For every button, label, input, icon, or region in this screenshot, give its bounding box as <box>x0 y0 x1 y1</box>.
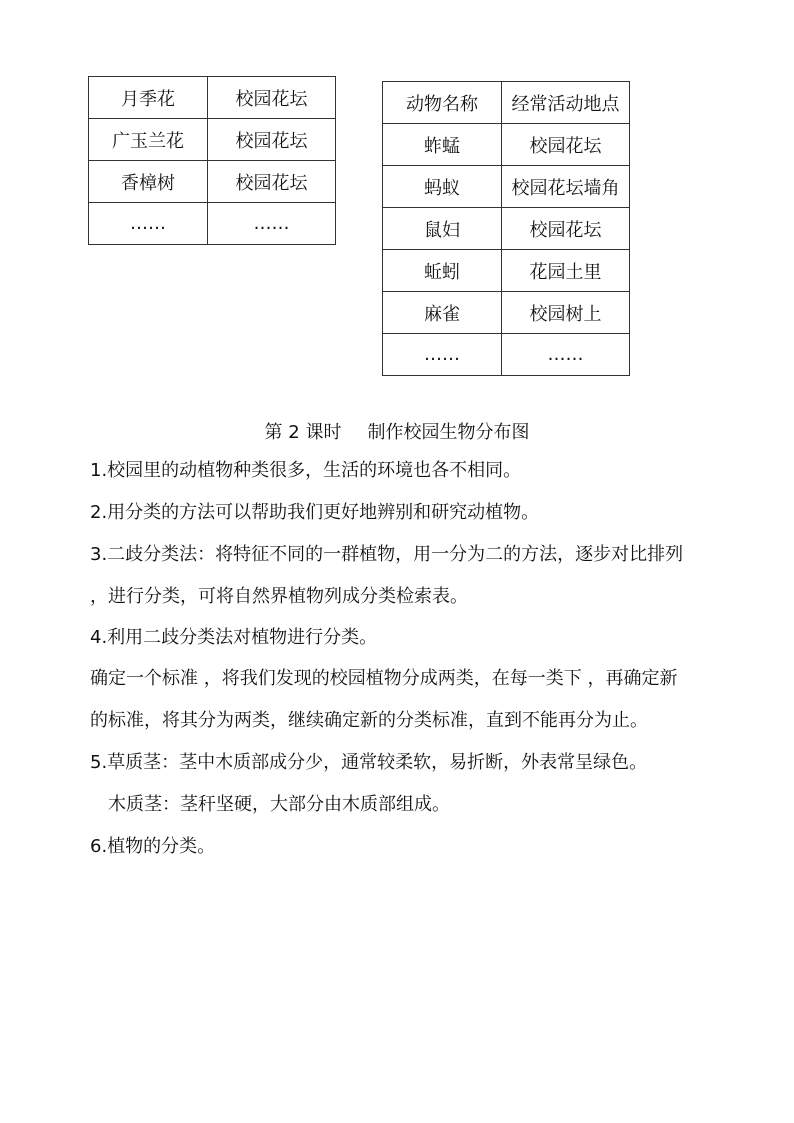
table-row <box>383 166 630 208</box>
table-header-row <box>383 82 630 124</box>
table-row <box>383 250 630 292</box>
animal-location-table <box>382 81 630 376</box>
paragraph-1: 1.校园里的动植物种类很多，生活的环境也各不相同。 <box>90 460 522 481</box>
plant-location-cell: 校园花坛 <box>208 119 336 161</box>
lesson-title <box>0 418 794 444</box>
paragraph-3: 3.二歧分类法：将特征不同的一群植物，用一分为二的方法，逐步对比排列 <box>90 544 684 565</box>
paragraph-4-detail: 确定一个标准 ，将我们发现的校园植物分成两类，在每一类下 ，再确定新 <box>90 668 678 689</box>
column-header-activity-location: 经常活动地点 <box>502 82 630 124</box>
paragraph-5: 5.草质茎：茎中木质部成分少，通常较柔软，易折断，外表常呈绿色。 <box>90 752 648 773</box>
plant-location-cell: 校园花坛 <box>208 77 336 119</box>
column-header-animal-name: 动物名称 <box>383 82 502 124</box>
animal-location-cell: 校园花坛墙角 <box>502 166 630 208</box>
animal-location-cell: 校园花坛 <box>502 124 630 166</box>
lesson-number: 第 2 课时 <box>264 422 342 443</box>
plant-name-cell: …… <box>89 203 208 245</box>
table-row <box>383 334 630 376</box>
plant-name-cell: 广玉兰花 <box>89 119 208 161</box>
animal-location-cell: 校园树上 <box>502 292 630 334</box>
table-row <box>89 203 336 245</box>
animal-location-cell: 花园土里 <box>502 250 630 292</box>
paragraph-4: 4.利用二歧分类法对植物进行分类。 <box>90 627 378 648</box>
table-row <box>383 292 630 334</box>
plant-name-cell: 月季花 <box>89 77 208 119</box>
table-row <box>383 208 630 250</box>
animal-location-cell: 校园花坛 <box>502 208 630 250</box>
animal-name-cell: 鼠妇 <box>383 208 502 250</box>
animal-name-cell: 麻雀 <box>383 292 502 334</box>
table-row <box>89 119 336 161</box>
plant-location-cell: …… <box>208 203 336 245</box>
animal-name-cell: …… <box>383 334 502 376</box>
paragraph-4-detail-continued: 的标准，将其分为两类，继续确定新的分类标准，直到不能再分为止。 <box>90 710 648 731</box>
plant-name-cell: 香樟树 <box>89 161 208 203</box>
paragraph-3-continued: ，进行分类，可将自然界植物列成分类检索表。 <box>90 586 468 607</box>
plant-location-table <box>88 76 336 245</box>
paragraph-6: 6.植物的分类。 <box>90 836 216 857</box>
paragraph-5-woody-stem: 木质茎：茎秆坚硬，大部分由木质部组成。 <box>108 794 450 815</box>
table-row <box>383 124 630 166</box>
animal-name-cell: 蚱蜢 <box>383 124 502 166</box>
table-row <box>89 161 336 203</box>
table-row <box>89 77 336 119</box>
animal-location-cell: …… <box>502 334 630 376</box>
paragraph-2: 2.用分类的方法可以帮助我们更好地辨别和研究动植物。 <box>90 502 540 523</box>
lesson-title-text: 制作校园生物分布图 <box>367 422 530 443</box>
plant-location-cell: 校园花坛 <box>208 161 336 203</box>
animal-name-cell: 蚯蚓 <box>383 250 502 292</box>
animal-name-cell: 蚂蚁 <box>383 166 502 208</box>
